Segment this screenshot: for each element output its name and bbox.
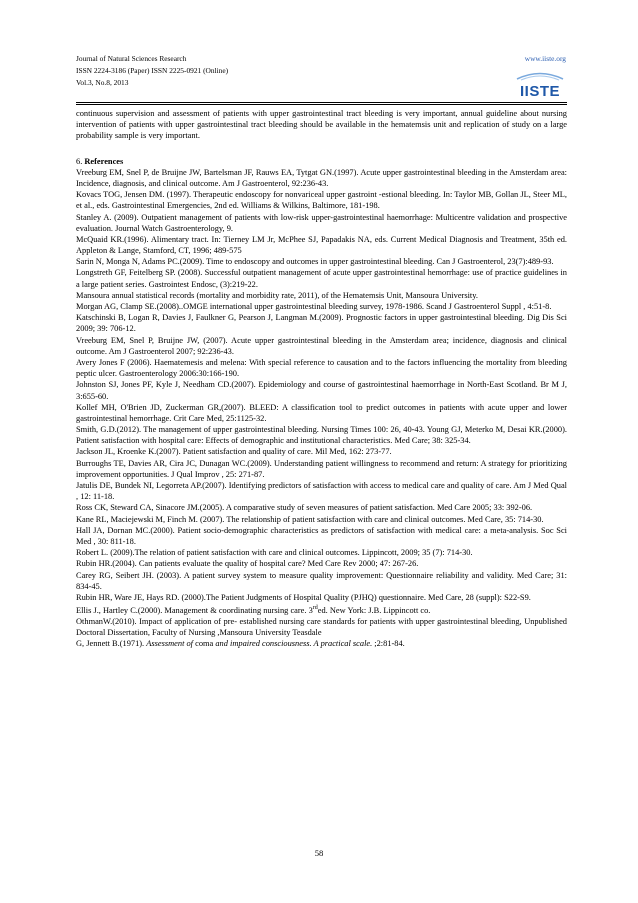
reference-text: coma	[193, 639, 216, 649]
header-divider	[76, 102, 567, 103]
journal-name: Journal of Natural Sciences Research	[76, 54, 187, 63]
header-divider-thin	[76, 104, 567, 105]
reference-item: Vreeburg EM, Snel P, Bruijne JW, (2007). Acute upper gastrointestinal bleeding in the Amsterdam area; incidence, diagnosis and clinical outcome. Am J Gastroenterol 2007; 92:236-43.	[76, 335, 567, 356]
reference-item: Avery Jones F (2006). Haematemesis and melena: With special reference to causation and to the factors influencing the mortality from bleeding peptic ulcer. Gastroenterology 2006:30:166-190.	[76, 357, 567, 379]
journal-issn: ISSN 2224-3186 (Paper) ISSN 2225-0921 (Online)	[76, 66, 229, 75]
reference-list	[76, 167, 567, 650]
reference-item: OthmanW.(2010). Impact of application of pre- established nursing care standards for patients with upper gastrointestinal bleeding, Unpublished Doctoral Dissertation, Faculty of Nursing ,Mansoura University Teasdale	[76, 617, 567, 638]
page-number: 58	[314, 848, 324, 858]
reference-item: Ross CK, Steward CA, Sinacore JM.(2005). A comparative study of seven measures of patient satisfaction. Med Care 2005; 33: 392-06.	[76, 503, 533, 513]
reference-item: Sarin N, Monga N, Adams PC.(2009). Time to endoscopy and outcomes in upper gastrointestinal bleeding. Can J Gastroenterol, 23(7):489-93.	[76, 257, 554, 267]
reference-title-italic: and impaired consciousness. A practical scale.	[215, 639, 373, 649]
reference-item: Rubin HR.(2004). Can patients evaluate the quality of hospital care? Med Care Rev 2000; 47: 267-26.	[76, 559, 419, 569]
section-title: References	[84, 156, 124, 166]
reference-text: ;2:81-84.	[372, 639, 405, 649]
reference-item: Jackson JL, Kroenke K.(2007). Patient satisfaction and quality of care. Mil Med, 162: 273-77.	[76, 447, 392, 457]
reference-item: Stanley A. (2009). Outpatient management of patients with low-risk upper-gastrointestinal haemorrhage: Multicentre validation and prospective evaluation. Journal Watch Gastroenterology, 9.	[76, 212, 567, 233]
journal-volume: Vol.3, No.8, 2013	[76, 78, 129, 87]
reference-item: Vreeburg EM, Snel P, de Bruijne JW, Bartelsman JF, Rauws EA, Tytgat GN.(1997). Acute upper gastrointestinal bleeding in the Amsterdam area: Incidence, diagnosis, and clinical outcome. Am J Gastroenterol, 92:236-43.	[76, 167, 567, 188]
reference-item: Morgan AG, Clamp SE.(2008)..OMGE international upper gastrointestinal bleeding survey, 1978-1986. Scand J Gastroenterol Suppl , 4:51-8.	[76, 302, 552, 311]
reference-item: Robert L. (2009).The relation of patient satisfaction with care and clinical outcomes. Lippincott, 2009; 35 (7): 714-30.	[76, 548, 473, 558]
reference-item: Smith, G.D.(2012). The management of upper gastrointestinal bleeding. Nursing Times 100: 26, 40-43. Young GJ, Meterko M, Desai KR.(2000). Patient satisfaction with hospital care: Effects of demographic and institutional characteristics. Med Care; 38: 325-34.	[76, 425, 567, 446]
journal-header	[76, 53, 566, 89]
reference-item-ellis	[76, 603, 567, 616]
reference-item: Kovacs TOG, Jensen DM. (1997). Therapeutic endoscopy for nonvariceal upper gastroint -estional bleeding. In: Taylor MB, Gollan JL, Steer ML, et al., eds. Gastrointestinal Emergencies, 2nd ed. Williams & Wilkins, Baltimore, 181-198.	[76, 190, 567, 211]
reference-item: McQuaid KR.(1996). Alimentary tract. In: Tierney LM Jr, McPhee SJ, Papadakis NA, eds. Current Medical Diagnosis and Treatment, 35th ed. Appleton & Lange, Stamford, CT, 1996; 489-575	[76, 234, 567, 256]
edition-superscript: rd	[312, 605, 318, 612]
section-number: 6.	[76, 156, 83, 166]
intro-paragraph: continuous supervision and assessment of patients with upper gastrointestinal tract bleeding is very important, annual guideline about nursing intervention of patients with upper gastrointestinal tract bleeding should be available in the hematemsis unit and replication of study on a large probability sample is very important.	[76, 109, 567, 141]
reference-item: Kollef MH, O'Brien JD, Zuckerman GR,(2007). BLEED: A classification tool to predict outcomes in patients with acute upper and lower gastrointestinal hemorrhage. Crit Care Med, 25:1125-32.	[76, 402, 567, 423]
reference-item: Rubin HR, Ware JE, Hays RD. (2000).The Patient Judgments of Hospital Quality (PJHQ) questionnaire. Med Care, 28 (suppl): S22-S9.	[76, 592, 531, 602]
iiste-logo-text: IISTE	[519, 83, 561, 100]
reference-title-italic: Assessment of	[146, 639, 194, 649]
journal-url-link[interactable]: www.iiste.org	[524, 54, 566, 63]
reference-item: Jatulis DE, Bundek NI, Legorreta AP.(2007). Identifying predictors of satisfaction with access to medical care and quality of care. Am J Med Qual , 12: 11-18.	[76, 481, 567, 502]
reference-item: Kane RL, Maciejewski M, Finch M. (2007). The relationship of patient satisfaction with care and clinical outcomes. Med Care, 35: 714-30.	[76, 514, 544, 524]
reference-text: G, Jennett B.(1971).	[76, 639, 147, 649]
reference-item: Katschinski B, Logan R, Davies J, Faulkner G, Pearson J, Langman M.(2009). Prognostic factors in upper gastrointestinal bleeding. Dig Dis Sci 2009; 39: 706-12.	[76, 313, 567, 334]
reference-item: Carey RG, Seibert JH. (2003). A patient survey system to measure quality improvement: Questionnaire reliability and validity. Med Care; 31: 834-45.	[76, 570, 567, 591]
reference-text: Ellis J., Hartley C.(2000). Management & coordinating nursing care. 3	[76, 605, 313, 615]
iiste-logo	[513, 70, 567, 100]
reference-text: ed. New York: J.B. Lippincott co.	[317, 605, 431, 615]
reference-item-jennett	[76, 638, 567, 649]
page-content	[76, 108, 567, 650]
reference-item: Hall JA, Dornan MC.(2000). Patient socio-demographic characteristics as predictors of satisfaction with medical care: a meta-analysis. Soc Sci Med , 30: 811-18.	[76, 525, 567, 546]
references-heading	[76, 156, 567, 167]
reference-item: Burroughs TE, Davies AR, Cira JC, Dunagan WC.(2009). Understanding patient willingness to recommend and return: A strategy for prioritizing improvement opportunities. J Qual Improv , 25: 271-87.	[76, 458, 567, 479]
reference-item: Mansoura annual statistical records (mortality and morbidity rate, 2011), of the Hematemsis Unit, Mansoura University.	[76, 290, 478, 300]
reference-item: Johnston SJ, Jones PF, Kyle J, Needham CD.(2007). Epidemiology and course of gastrointestinal haemorrhage in North-East Scotland. Br M J, 3:655-60.	[76, 380, 567, 401]
reference-item: Longstreth GF, Feitelberg SP. (2008). Successful outpatient management of acute upper gastrointestinal hemorrhage: use of practice guidelines in a large patient series. Gastrointest Endosc, (3):219-22.	[76, 268, 567, 289]
